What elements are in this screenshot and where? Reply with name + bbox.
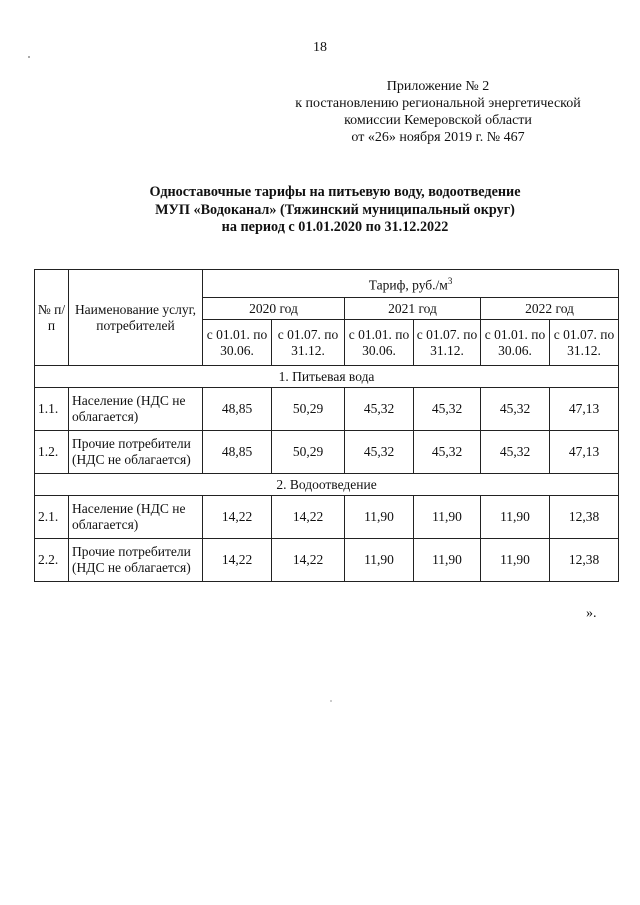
section-title: 1. Питьевая вода xyxy=(35,366,619,388)
table-header-row xyxy=(35,270,619,298)
document-title xyxy=(80,184,590,237)
tariff-value: 45,32 xyxy=(414,388,481,431)
header-period: с 01.01. по 30.06. xyxy=(203,320,272,366)
tariff-value: 45,32 xyxy=(345,431,414,474)
tariff-value: 12,38 xyxy=(550,496,619,539)
table-row xyxy=(35,496,619,539)
page-number: 18 xyxy=(313,40,327,55)
header-period: с 01.07. по 31.12. xyxy=(414,320,481,366)
row-service-name: Прочие потребители (НДС не облагается) xyxy=(69,539,203,582)
tariff-value: 45,32 xyxy=(345,388,414,431)
row-service-name: Население (НДС не облагается) xyxy=(69,496,203,539)
header-tariff xyxy=(203,270,619,298)
appendix-line: комиссии Кемеровской области xyxy=(344,113,532,128)
tariff-value: 11,90 xyxy=(481,496,550,539)
title-line: МУП «Водоканал» (Тяжинский муниципальный округ) xyxy=(155,201,515,218)
scan-speck xyxy=(330,700,332,702)
header-year: 2021 год xyxy=(345,298,481,320)
row-number: 2.1. xyxy=(35,496,69,539)
row-service-name: Прочие потребители (НДС не облагается) xyxy=(69,431,203,474)
section-row xyxy=(35,366,619,388)
appendix-line: к постановлению региональной энергетической xyxy=(295,96,581,111)
tariff-value: 11,90 xyxy=(414,496,481,539)
header-tariff-text: Тариф, руб./м xyxy=(368,277,448,293)
tariff-table xyxy=(34,269,619,582)
section-title: 2. Водоотведение xyxy=(35,474,619,496)
row-service-name: Население (НДС не облагается) xyxy=(69,388,203,431)
appendix-line: Приложение № 2 xyxy=(386,79,490,94)
tariff-value: 11,90 xyxy=(414,539,481,582)
header-period: с 01.07. по 31.12. xyxy=(550,320,619,366)
tariff-value: 50,29 xyxy=(272,388,345,431)
tariff-value: 47,13 xyxy=(550,388,619,431)
header-period: с 01.07. по 31.12. xyxy=(272,320,345,366)
appendix-line: от «26» ноября 2019 г. № 467 xyxy=(351,130,525,145)
tariff-value: 14,22 xyxy=(272,496,345,539)
appendix-reference xyxy=(258,78,618,146)
tariff-value: 45,32 xyxy=(481,388,550,431)
row-number: 1.1. xyxy=(35,388,69,431)
tariff-value: 11,90 xyxy=(481,539,550,582)
header-year: 2020 год xyxy=(203,298,345,320)
tariff-value: 45,32 xyxy=(414,431,481,474)
tariff-value: 47,13 xyxy=(550,431,619,474)
header-period: с 01.01. по 30.06. xyxy=(481,320,550,366)
tariff-value: 14,22 xyxy=(203,496,272,539)
tariff-value: 50,29 xyxy=(272,431,345,474)
table-row xyxy=(35,388,619,431)
tariff-value: 14,22 xyxy=(203,539,272,582)
header-number: № п/п xyxy=(35,270,69,366)
tariff-value: 48,85 xyxy=(203,431,272,474)
tariff-value: 12,38 xyxy=(550,539,619,582)
title-line: на период с 01.01.2020 по 31.12.2022 xyxy=(221,219,449,235)
header-tariff-unit: 3 xyxy=(447,276,453,287)
table-row xyxy=(35,539,619,582)
header-service-name: Наименование услуг, потребителей xyxy=(69,270,203,366)
row-number: 1.2. xyxy=(35,431,69,474)
section-row xyxy=(35,474,619,496)
tariff-value: 11,90 xyxy=(345,496,414,539)
tariff-value: 11,90 xyxy=(345,539,414,582)
closing-quote: ». xyxy=(586,606,597,621)
title-line: Одноставочные тарифы на питьевую воду, водоотведение xyxy=(149,184,521,200)
header-year: 2022 год xyxy=(481,298,619,320)
scan-speck xyxy=(28,56,30,58)
tariff-value: 14,22 xyxy=(272,539,345,582)
row-number: 2.2. xyxy=(35,539,69,582)
tariff-value: 48,85 xyxy=(203,388,272,431)
tariff-value: 45,32 xyxy=(481,431,550,474)
header-period: с 01.01. по 30.06. xyxy=(345,320,414,366)
table-row xyxy=(35,431,619,474)
